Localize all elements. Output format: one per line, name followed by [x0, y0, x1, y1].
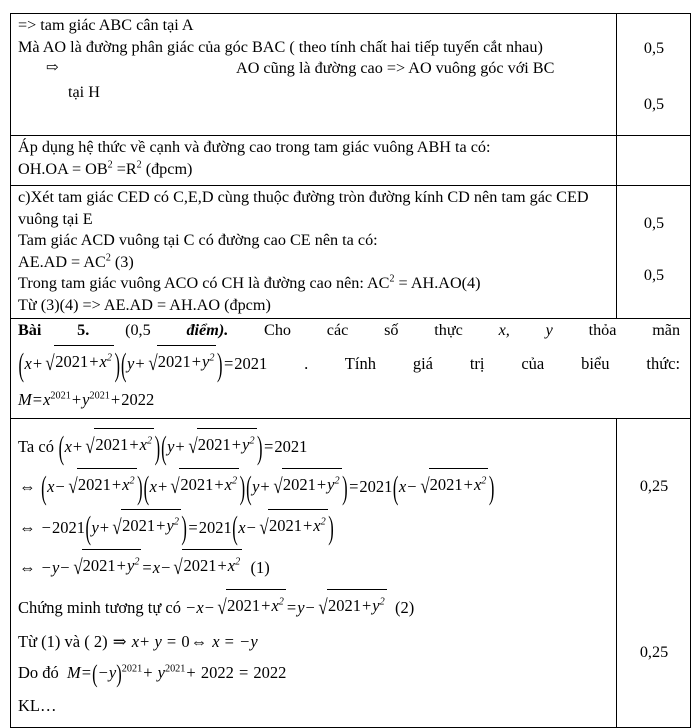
solution-line-6: Từ (1) và ( 2) ⇒ x+ y = 0⇔ x = −y: [18, 631, 258, 651]
bai-5-statement-cell: [11, 319, 691, 419]
table-row: [11, 186, 691, 319]
line-tam-giac-can: => tam giác ABC cân tại A: [18, 16, 194, 34]
score-cell-row5: [617, 419, 691, 728]
score-value: 0,5: [643, 214, 665, 232]
paren-open: (: [18, 344, 24, 383]
line-xet-tam-giac-ced: c)Xét tam giác CED có C,E,D cùng thuộc đường tròn đường kính CD nên tam gác CED vuông tại E: [18, 188, 589, 228]
score-value: 0,5: [643, 39, 665, 57]
score-value: 0,5: [643, 266, 665, 284]
solution-line-4: ⇔ $-y- √2021+y^2 =x- √2021+x^2$ (1): [18, 546, 610, 586]
part-c-proof-cell: [11, 186, 617, 319]
exponent: 2: [105, 252, 111, 264]
sqrt-2021-plus-x2: $√2021+x^2$: [43, 342, 114, 382]
solution-line-1: Ta có ($x+ √2021+x^2$ )($y+ √2021+y^2$ )=2021: [18, 428, 308, 467]
formula-oh-oa: $OH.OA = OB^2 =R^2$ (đpcm): [18, 159, 193, 178]
answer-key-table: [10, 13, 691, 728]
solution-line-7: Do đó $M=(-y)^{2021}+ y^{2021}+ 2022 = 2022$: [18, 658, 287, 688]
word-so: số: [384, 321, 399, 340]
paren-close: ): [114, 344, 120, 383]
word-man: mãn: [652, 321, 681, 340]
line-tu-3-4: Từ (3)(4) => AE.AD = AH.AO (đpcm): [18, 295, 271, 314]
word-thuc: thực: [434, 321, 463, 340]
bai-label: Bài: [18, 321, 42, 340]
exponent: 2: [389, 273, 395, 285]
word-cac: các: [326, 321, 349, 340]
line-tai-h: tại H: [68, 83, 100, 102]
score-value: 0,25: [639, 477, 669, 496]
sqrt-2021-plus-y2: $√2021+y^2$: [146, 342, 217, 382]
word-cua: của: [521, 353, 545, 373]
vars-x-y: x, y: [498, 321, 553, 340]
word-bieu: biểu: [581, 353, 610, 373]
score-value: 0,5: [643, 95, 665, 113]
implies-arrow-icon: ⇨: [46, 60, 59, 77]
exponent-2021: 2021: [50, 390, 71, 402]
line-tam-giac-acd: Tam giác ACD vuông tại C có đường cao CE nên ta có:: [18, 231, 378, 250]
line-ao-duong-cao: AO cũng là đường cao => AO vuông góc với BC: [236, 59, 555, 78]
line-ao-phan-giac: Mà AO là đường phân giác của góc BAC ( theo tính chất hai tiếp tuyến cắt nhau): [18, 37, 543, 56]
table-row: [11, 319, 691, 419]
word-cho: Cho: [264, 321, 292, 340]
exponent-2021: 2021: [89, 390, 110, 402]
paren-open: (: [120, 344, 127, 383]
word-thuc-colon: thức:: [646, 353, 681, 373]
solution-line-8: KL…: [18, 696, 57, 716]
solution-line-3: ⇔ $-2021(y+ √2021+y^2$ )$=2021(x- √2021+x^2$ ): [19, 508, 334, 547]
tag-1: (1): [250, 557, 270, 577]
period-sep: .: [304, 353, 309, 373]
word-gia: giá: [412, 353, 433, 373]
bai-number: 5.: [77, 321, 90, 340]
table-row: [11, 419, 691, 728]
bai-5-equation-line: [18, 342, 684, 382]
solution-line-2: ⇔ ($x- √2021+x^2$ )($x+ √2021+x^2$ )($y+ √2021+y^2$ )$=2021(x- √2021+x^2$ ): [19, 468, 495, 507]
word-thoa: thỏa: [588, 321, 617, 340]
paren-close: ): [216, 344, 223, 383]
hypotenuse-relation-cell: [11, 136, 617, 186]
word-tri: trị: [469, 353, 485, 373]
score-cell-row1: [617, 14, 691, 136]
table-row: [11, 14, 691, 136]
solution-line-5: Chứng minh tương tự có $-x- √2021+x^2 =y- √2021+y^2$ (2): [18, 586, 610, 626]
score-cell-row2: [617, 136, 691, 186]
bai-points-open: (0,5: [125, 321, 151, 340]
equation-product-sqrt: ($x+ √2021+x^2$ )($y+ √2021+y^2$ )=2021: [18, 354, 267, 373]
word-tinh: Tính: [344, 353, 376, 373]
formula-ae-ad: $AE.AD = AC^2$ (3): [18, 252, 134, 271]
line-ap-dung-he-thuc: Áp dụng hệ thức về cạnh và đường cao trong tam giác vuông ABH ta có:: [18, 138, 491, 156]
formula-ac-squared: Trong tam giác vuông ACO có CH là đường cao nên: $AC^2 = AH.AO(4)$: [18, 273, 481, 293]
expression-M-definition: $M=x^{2021}+y^{2021}+2022$: [18, 390, 155, 410]
proof-ao-bisector-cell: [11, 14, 617, 136]
bai-points-unit: điểm).: [186, 321, 229, 340]
tag-2: (2): [394, 597, 415, 617]
rhs-2021: 2021: [234, 353, 268, 373]
table-row: [11, 136, 691, 186]
bai-5-solution-cell: [11, 419, 617, 728]
score-value: 0,25: [639, 643, 669, 662]
score-cell-row3: [617, 186, 691, 319]
